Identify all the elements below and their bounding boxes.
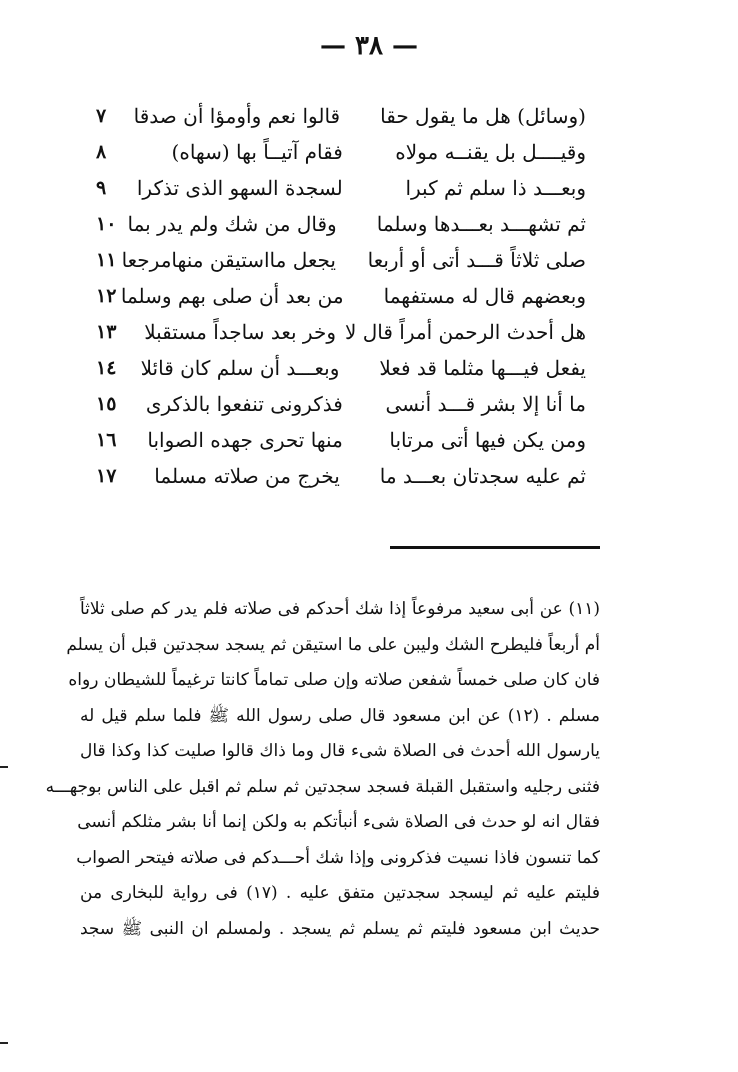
verse-number: ١٢ [96, 285, 117, 307]
commentary-line: (١١) عن أبى سعيد مرفوعاً إذا شك أحدكم فى صلاته فلم يدر كم صلى ثلاثاً [80, 599, 600, 619]
verse-number: ١٣ [96, 321, 117, 343]
verse-number: ٩ [96, 177, 107, 199]
verse-row [96, 386, 586, 422]
verse-row [96, 314, 586, 350]
verse-number: ١٧ [96, 465, 117, 487]
commentary-line: فقال انه لو حدث فى الصلاة شىء أنبأتكم به ولكن إنما أنا بشر مثلكم أنسى [77, 812, 600, 832]
verse-second-hemistich: من بعد أن صلى بهم وسلما [120, 284, 344, 308]
margin-mark [0, 1042, 8, 1044]
commentary-line: مسلم . (١٢) عن ابن مسعود قال صلى رسول الله ﷺ فلما سلم قيل له [80, 705, 600, 726]
verse-row [96, 422, 586, 458]
verse-second-hemistich: لسجدة السهو الذى تذكرا [136, 176, 343, 200]
commentary-line: فان كان صلى خمساً شفعن صلاته وإن صلى تماماً كانتا ترغيماً للشيطان رواه [68, 670, 600, 690]
verse-first-hemistich: وبعضهم قال له مستفهما [383, 284, 586, 308]
commentary-line: حديث ابن مسعود فليتم ثم يسلم ثم يسجد . ولمسلم ان النبى ﷺ سجد [80, 918, 600, 939]
verse-first-hemistich: صلى ثلاثاً قـــد أتى أو أربعا [367, 248, 586, 272]
verse-second-hemistich: وقال من شك ولم يدر بما [127, 212, 337, 236]
commentary-line: يارسول الله أحدث فى الصلاة شىء قال وما ذاك قالوا صليت كذا وكذا قال [80, 741, 600, 761]
verse-row [96, 350, 586, 386]
verse-first-hemistich: وقيــــل بل يقنــه مولاه [395, 140, 586, 164]
verse-first-hemistich: ومن يكن فيها أتى مرتابا [389, 428, 586, 452]
verse-row [96, 278, 586, 314]
verse-second-hemistich: منها تحرى جهده الصوابا [147, 428, 343, 452]
verse-first-hemistich: وبعـــد ذا سلم ثم كبرا [405, 176, 586, 200]
verse-number: ١٤ [96, 357, 117, 379]
verse-first-hemistich: ثم تشهـــد بعـــدها وسلما [376, 212, 586, 236]
verse-first-hemistich: هل أحدث الرحمن أمراً قال لا [344, 320, 586, 344]
verse-number: ١٠ [96, 213, 117, 235]
verse-row [96, 206, 586, 242]
verse-first-hemistich: (وسائل) هل ما يقول حقا [380, 104, 586, 128]
commentary-line: كما تنسون فاذا نسيت فذكرونى وإذا شك أحـــدكم فى صلاته فيتحر الصواب [76, 847, 600, 868]
verse-number: ٨ [96, 141, 107, 163]
commentary-line: فليتم عليه ثم ليسجد سجدتين متفق عليه . (١٧) فى رواية للبخارى من [80, 883, 600, 903]
verse-number: ١٦ [96, 429, 117, 451]
verse-second-hemistich: فقام آتيــاً بها (سهاه) [171, 140, 343, 164]
commentary-line: أم أربعاً فليطرح الشك وليبن على ما استيقن ثم يسجد سجدتين قبل أن يسلم [66, 634, 600, 655]
verse-number: ١٥ [96, 393, 117, 415]
verse-table [96, 98, 586, 494]
verse-second-hemistich: يخرج من صلاته مسلما [154, 464, 340, 488]
verse-second-hemistich: قالوا نعم وأومؤا أن صدقا [133, 104, 341, 128]
commentary-line: فثنى رجليه واستقبل القبلة فسجد سجدتين ثم سلم ثم اقبل على الناس بوجهـــه [45, 776, 600, 797]
page-number: — ٣٨ — [319, 31, 419, 61]
verse-row [96, 242, 586, 278]
verse-number: ١١ [96, 249, 117, 271]
margin-mark [0, 766, 8, 768]
verse-second-hemistich: وبعـــد أن سلم كان قائلا [140, 356, 340, 380]
verse-second-hemistich: فذكرونى تنفعوا بالذكرى [145, 392, 343, 416]
verse-row [96, 98, 586, 134]
verse-number: ٧ [96, 105, 107, 127]
verse-first-hemistich: يفعل فيـــها مثلما قد فعلا [379, 356, 586, 380]
verse-second-hemistich: يجعل مااستيقن منهامرجعا [121, 248, 336, 272]
verse-row [96, 170, 586, 206]
footnote-separator [390, 546, 600, 549]
verse-row [96, 134, 586, 170]
verse-second-hemistich: وخر بعد ساجداً مستقبلا [144, 320, 336, 344]
verse-row [96, 458, 586, 494]
verse-first-hemistich: ثم عليه سجدتان بعـــد ما [379, 464, 586, 488]
verse-first-hemistich: ما أنا إلا بشر قـــد أنسى [385, 392, 586, 416]
commentary-block [45, 592, 600, 947]
